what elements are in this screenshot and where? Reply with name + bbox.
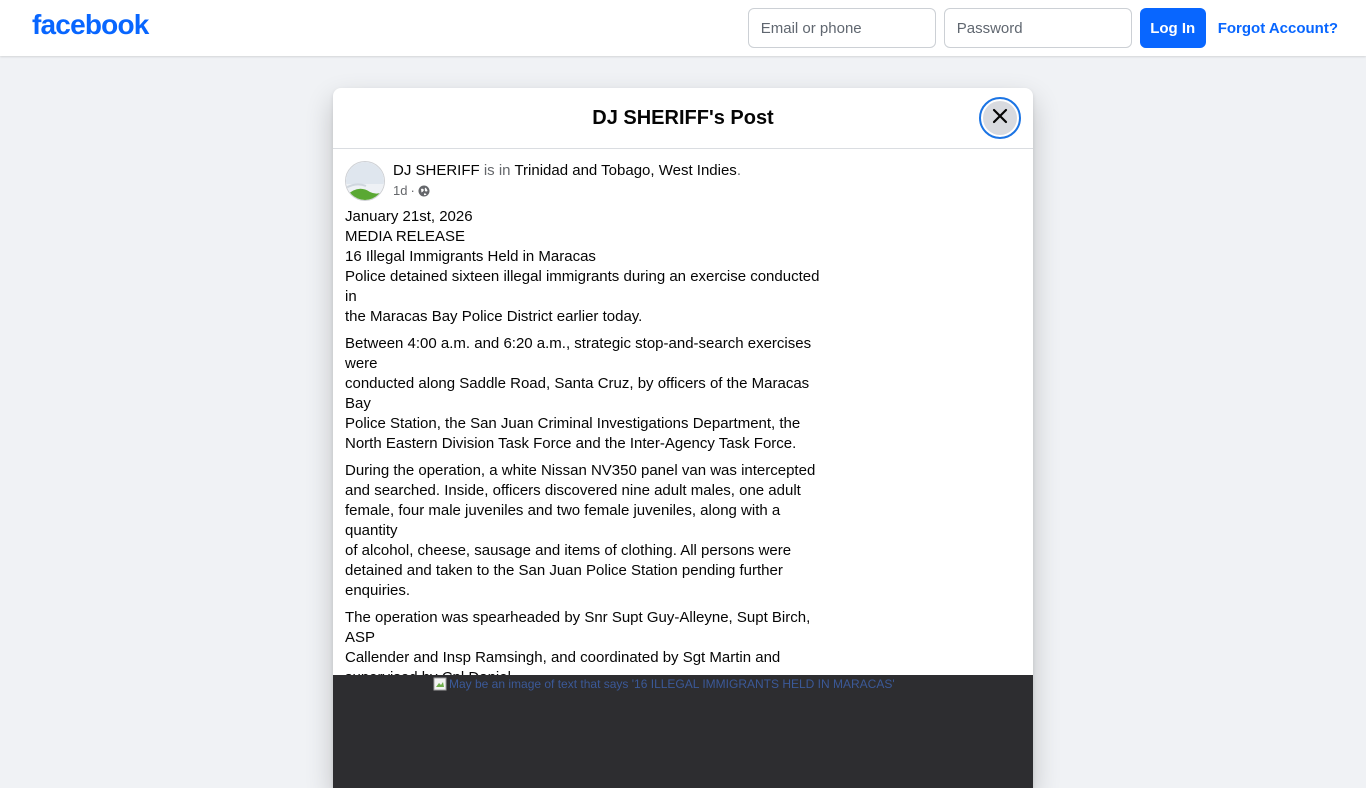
post-line: North Eastern Division Task Force and the Inter-Agency Task Force. xyxy=(345,435,797,452)
post-meta xyxy=(393,183,430,198)
login-button[interactable]: Log In xyxy=(1140,8,1206,48)
globe-icon xyxy=(418,185,430,197)
post-paragraph xyxy=(345,334,831,454)
post-line: conducted along Saddle Road, Santa Cruz, by officers of the Maracas Bay xyxy=(345,375,810,412)
post-line: Police detained sixteen illegal immigrants during an exercise conducted in xyxy=(345,268,820,305)
post-line: enquiries. xyxy=(345,582,411,599)
post-line: detained and taken to the San Juan Police Station pending further xyxy=(345,562,783,579)
close-icon xyxy=(990,106,1010,131)
post-paragraph xyxy=(345,207,831,327)
post-line: and searched. Inside, officers discovered nine adult males, one adult xyxy=(345,482,801,499)
post-line: female, four male juveniles and two female juveniles, along with a quantity xyxy=(345,502,781,539)
image-alt-label: May be an image of text that says '16 ILLEGAL IMMIGRANTS HELD IN MARACAS' xyxy=(449,677,895,691)
post-line: the Maracas Bay Police District earlier today. xyxy=(345,308,643,325)
author-name[interactable]: DJ SHERIFF xyxy=(393,162,480,179)
forgot-account-link[interactable]: Forgot Account? xyxy=(1217,19,1338,37)
post-modal xyxy=(333,88,1033,788)
post-header xyxy=(333,149,1033,207)
top-bar xyxy=(0,0,1366,56)
meta-separator: · xyxy=(410,183,415,198)
post-time[interactable]: 1d xyxy=(393,183,408,198)
avatar[interactable] xyxy=(345,161,385,201)
facebook-logo[interactable]: facebook xyxy=(32,9,149,40)
image-alt-text xyxy=(433,677,895,691)
is-in-text: is in xyxy=(483,162,511,179)
post-line: of alcohol, cheese, sausage and items of clothing. All persons were xyxy=(345,542,792,559)
post-image[interactable] xyxy=(333,675,1033,788)
close-button[interactable] xyxy=(979,97,1021,139)
location-link[interactable]: Trinidad and Tobago, West Indies xyxy=(514,162,737,179)
modal-header xyxy=(333,88,1033,149)
post-paragraph xyxy=(345,461,831,601)
modal-title: DJ SHERIFF's Post xyxy=(592,106,774,129)
password-field[interactable] xyxy=(944,8,1132,48)
post-line: Callender and Insp Ramsingh, and coordinated by Sgt Martin and xyxy=(345,649,781,666)
broken-image-icon xyxy=(433,677,447,691)
post-line: Between 4:00 a.m. and 6:20 a.m., strategic stop-and-search exercises were xyxy=(345,335,812,372)
post-line: 16 Illegal Immigrants Held in Maracas xyxy=(345,248,596,265)
post-line: MEDIA RELEASE xyxy=(345,228,466,245)
period-text: . xyxy=(736,162,741,179)
post-line: During the operation, a white Nissan NV350 panel van was intercepted xyxy=(345,462,816,479)
email-field[interactable] xyxy=(748,8,936,48)
author-line xyxy=(393,162,741,179)
login-form xyxy=(748,8,1338,48)
post-line: January 21st, 2026 xyxy=(345,208,473,225)
post-line: Police Station, the San Juan Criminal Investigations Department, the xyxy=(345,415,801,432)
post-line: The operation was spearheaded by Snr Supt Guy-Alleyne, Supt Birch, ASP xyxy=(345,609,811,646)
